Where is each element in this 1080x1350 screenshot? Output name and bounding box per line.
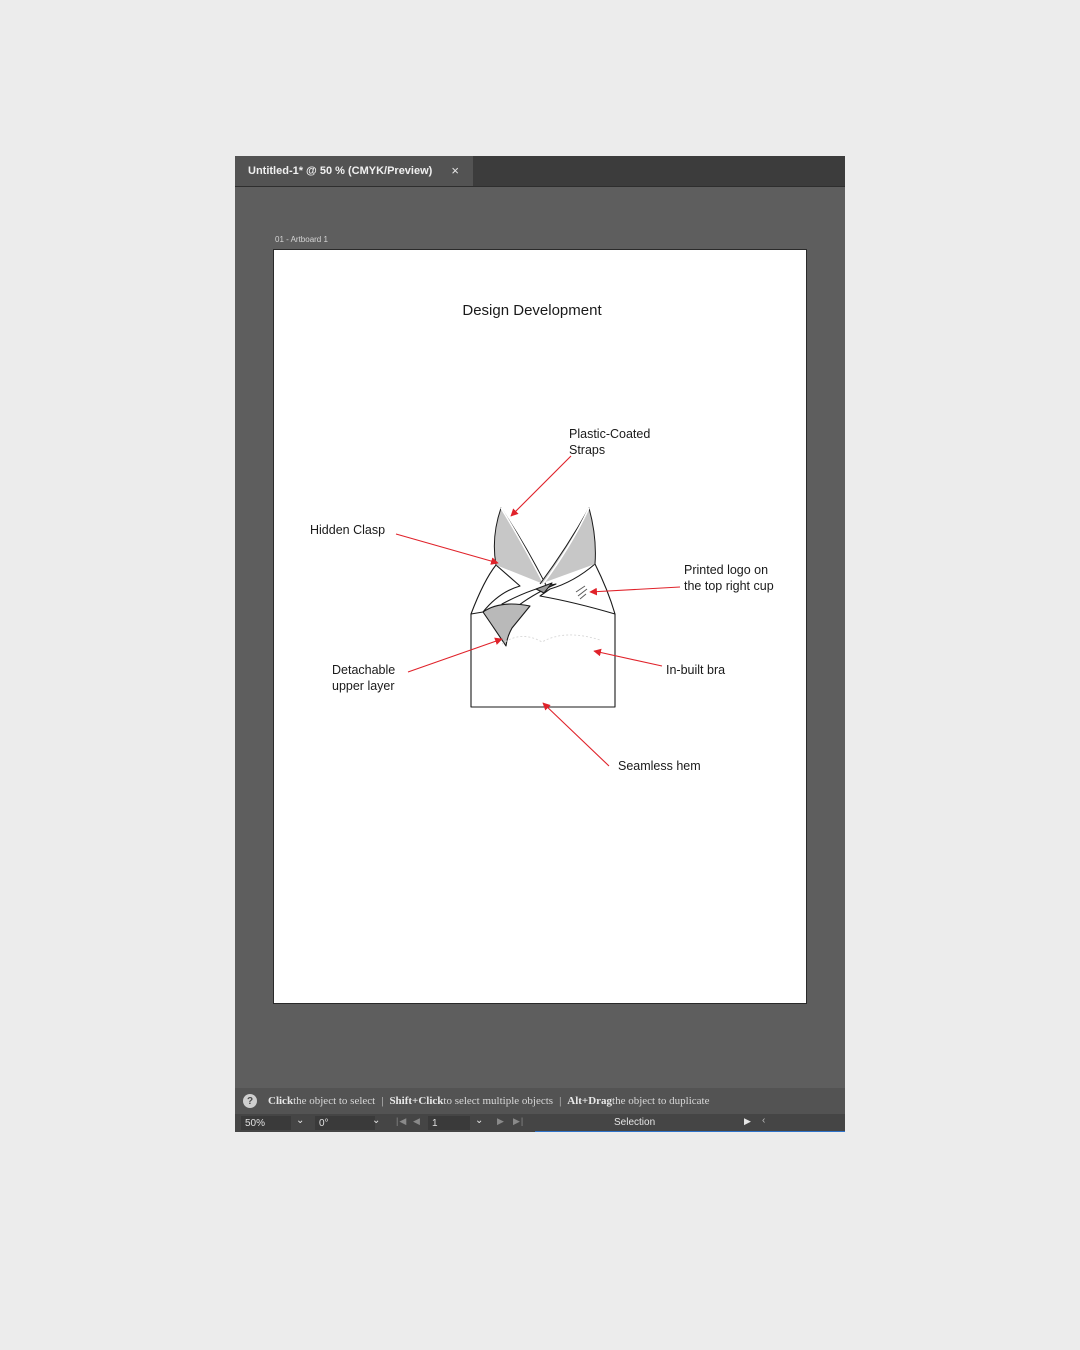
hint-text-click: the object to select [293,1095,376,1107]
callout-bra: In-built bra [666,663,726,677]
callout-logo-line1: Printed logo on [684,563,769,577]
hint-key-click: Click [268,1095,294,1107]
chevron-down-icon[interactable]: ⌄ [296,1115,305,1126]
callout-arrow-hem [543,703,609,766]
artboard-artwork [274,250,806,1003]
next-artboard-icon[interactable]: ▶ [497,1116,505,1126]
zoom-value: 50% [245,1117,266,1129]
close-icon[interactable]: × [451,163,459,178]
callout-logo-line2: the top right cup [684,579,774,593]
previous-artboard-icon[interactable]: ◀ [413,1116,421,1126]
callout-arrow-clasp [396,534,498,563]
callout-straps-line1: Plastic-Coated [569,427,651,441]
first-artboard-icon[interactable]: |◀ [396,1116,408,1126]
callout-clasp: Hidden Clasp [310,523,386,537]
hint-text-shift-click: to select multiple objects [443,1095,554,1107]
callout-arrow-straps [511,456,571,516]
document-tab[interactable] [235,156,473,186]
play-icon[interactable]: ▶ [744,1116,751,1126]
callout-detachable-line1: Detachable [332,663,396,677]
artboard-number-field[interactable] [428,1116,470,1130]
chevron-down-icon[interactable]: ⌄ [372,1115,381,1126]
hint-separator: | [559,1095,562,1107]
hint-key-alt-drag: Alt+Drag [567,1095,613,1107]
illustrator-window [235,156,845,1132]
document-tab-title: Untitled-1* @ 50 % (CMYK/Preview) [248,165,433,177]
document-tab-bar [235,156,845,187]
garment-sketch[interactable] [471,508,615,707]
status-progress-line [535,1131,845,1132]
chevron-left-icon[interactable]: ‹ [762,1115,766,1126]
artboard[interactable] [274,250,806,1003]
help-icon[interactable]: ? [243,1094,257,1108]
chevron-down-icon[interactable]: ⌄ [475,1115,484,1126]
status-bar [235,1114,845,1132]
artboard-title: Design Development [462,302,602,319]
hint-bar [235,1088,845,1114]
callout-hem: Seamless hem [618,759,701,773]
artboard-number-value: 1 [432,1117,438,1129]
hint-separator: | [381,1095,384,1107]
callout-detachable-line2: upper layer [332,679,395,693]
hint-key-shift-click: Shift+Click [389,1095,444,1107]
garment-body [471,614,615,707]
zoom-field[interactable] [241,1116,291,1130]
rotation-value: 0° [319,1117,329,1129]
artboard-name-label: 01 - Artboard 1 [275,235,328,244]
callout-straps-line2: Straps [569,443,606,457]
rotation-field[interactable] [315,1116,375,1130]
hint-text-alt-drag: the object to duplicate [612,1095,710,1107]
current-tool-label[interactable]: Selection [614,1117,656,1128]
last-artboard-icon[interactable]: ▶| [513,1116,525,1126]
